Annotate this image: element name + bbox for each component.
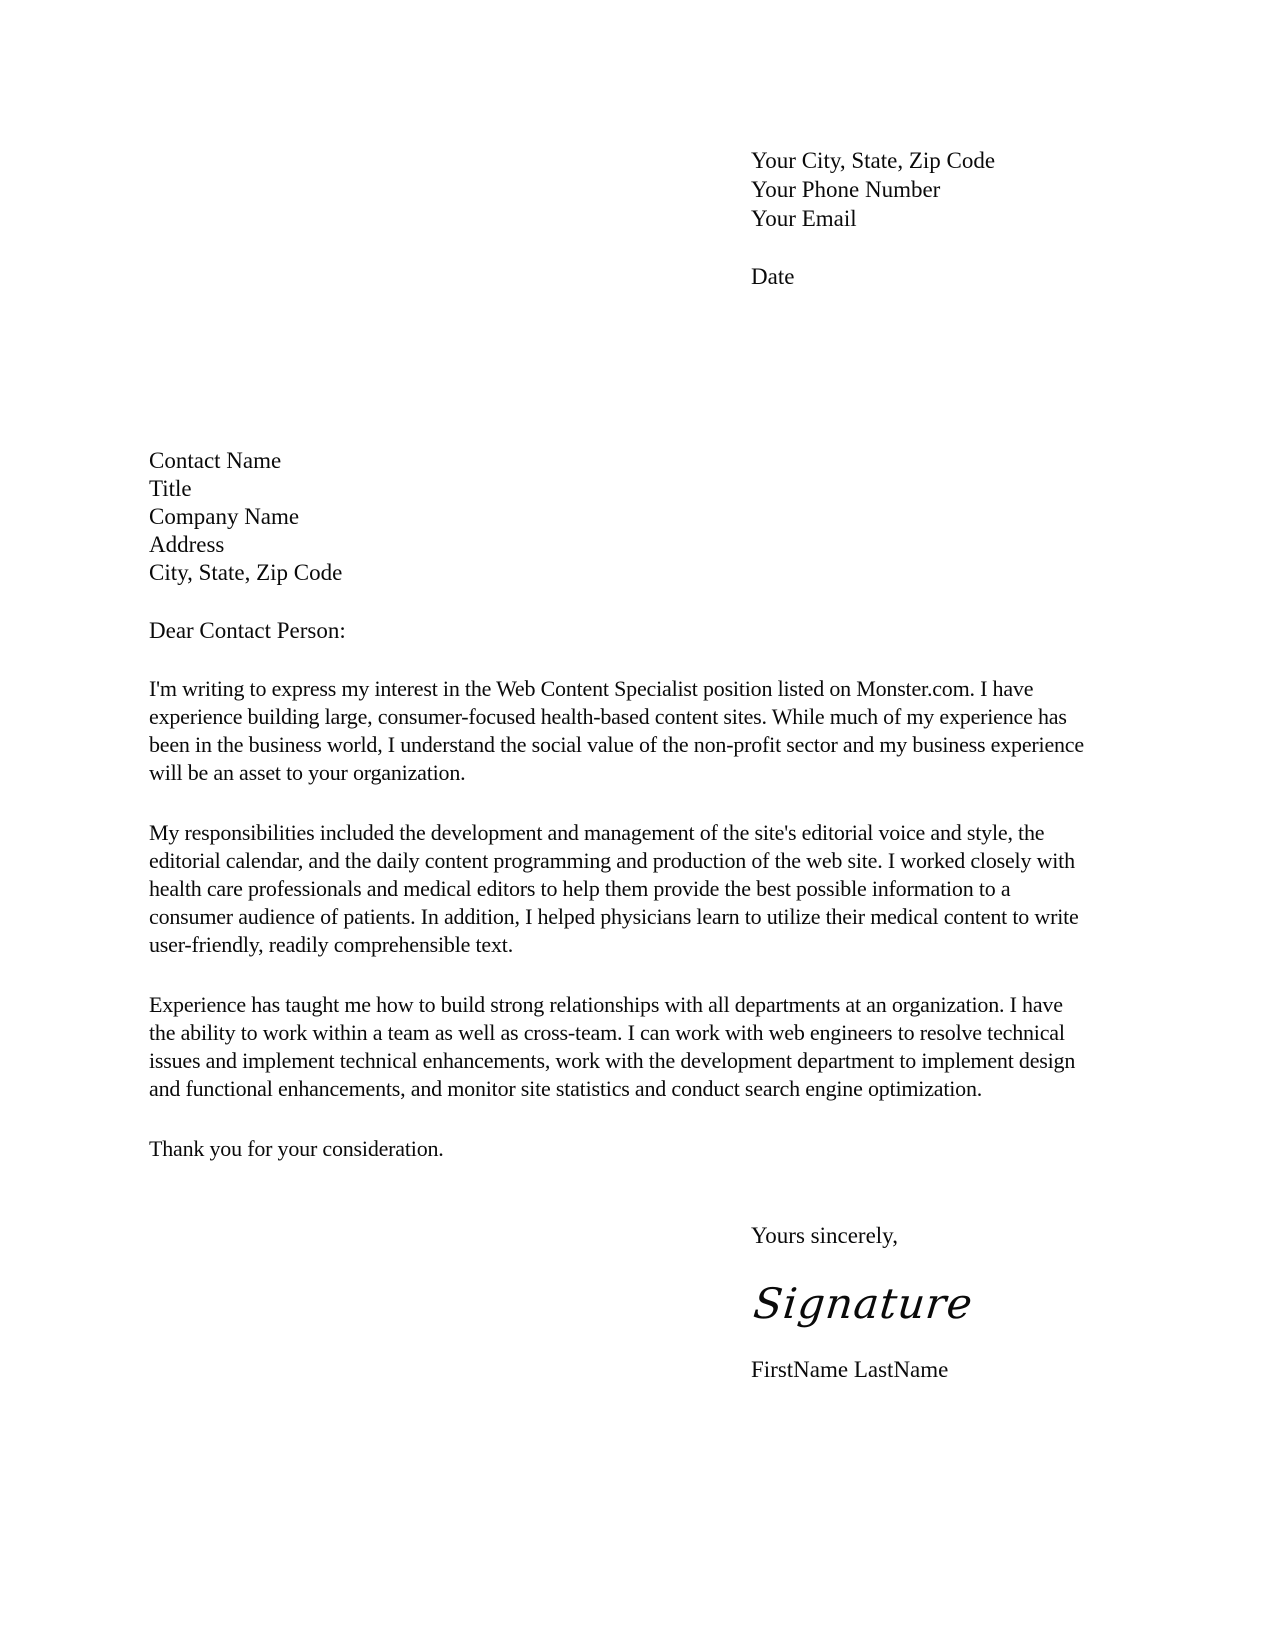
- recipient-contact-name: Contact Name: [149, 448, 282, 473]
- date-line: Date: [751, 264, 795, 289]
- signature-script: Signature: [751, 1279, 976, 1328]
- paragraph-responsibilities: My responsibilities included the development and management of the site's editorial voice and style, the editorial calendar, and the daily content programming and production of the web site. I worked closely with health care professionals and medical editors to help them provide the best possible information to a consumer audience of patients. In addition, I helped physicians learn to utilize their medical content to write user-friendly, readily comprehensible text.: [149, 820, 1079, 957]
- recipient-company-name: Company Name: [149, 504, 300, 529]
- paragraph-thanks: Thank you for your consideration.: [149, 1136, 444, 1161]
- sender-email: Your Email: [751, 206, 857, 231]
- recipient-block: [149, 447, 342, 587]
- paragraph-intro: I'm writing to express my interest in the Web Content Specialist position listed on Monster.com. I have experience building large, consumer-focused health-based content sites. While much of my experience has been in the business world, I understand the social value of the non-profit sector and my business experience will be an asset to your organization.: [149, 676, 1084, 785]
- letter-body: [149, 675, 1087, 1195]
- recipient-city-state-zip: City, State, Zip Code: [149, 560, 343, 585]
- recipient-title: Title: [149, 476, 192, 501]
- sender-city-state-zip: Your City, State, Zip Code: [751, 148, 996, 173]
- paragraph-experience: Experience has taught me how to build strong relationships with all departments at an organization. I have the ability to work within a team as well as cross-team. I can work with web engineers to resolve technical issues and implement technical enhancements, work with the development department to implement design and functional enhancements, and monitor site statistics and conduct search engine optimization.: [149, 992, 1076, 1101]
- valediction: Yours sincerely,: [751, 1223, 898, 1248]
- recipient-address: Address: [149, 532, 225, 557]
- closing-block: [751, 1222, 976, 1384]
- signed-name: FirstName LastName: [751, 1357, 949, 1382]
- sender-phone: Your Phone Number: [751, 177, 941, 202]
- sender-block: [751, 146, 995, 291]
- salutation: Dear Contact Person:: [149, 618, 346, 643]
